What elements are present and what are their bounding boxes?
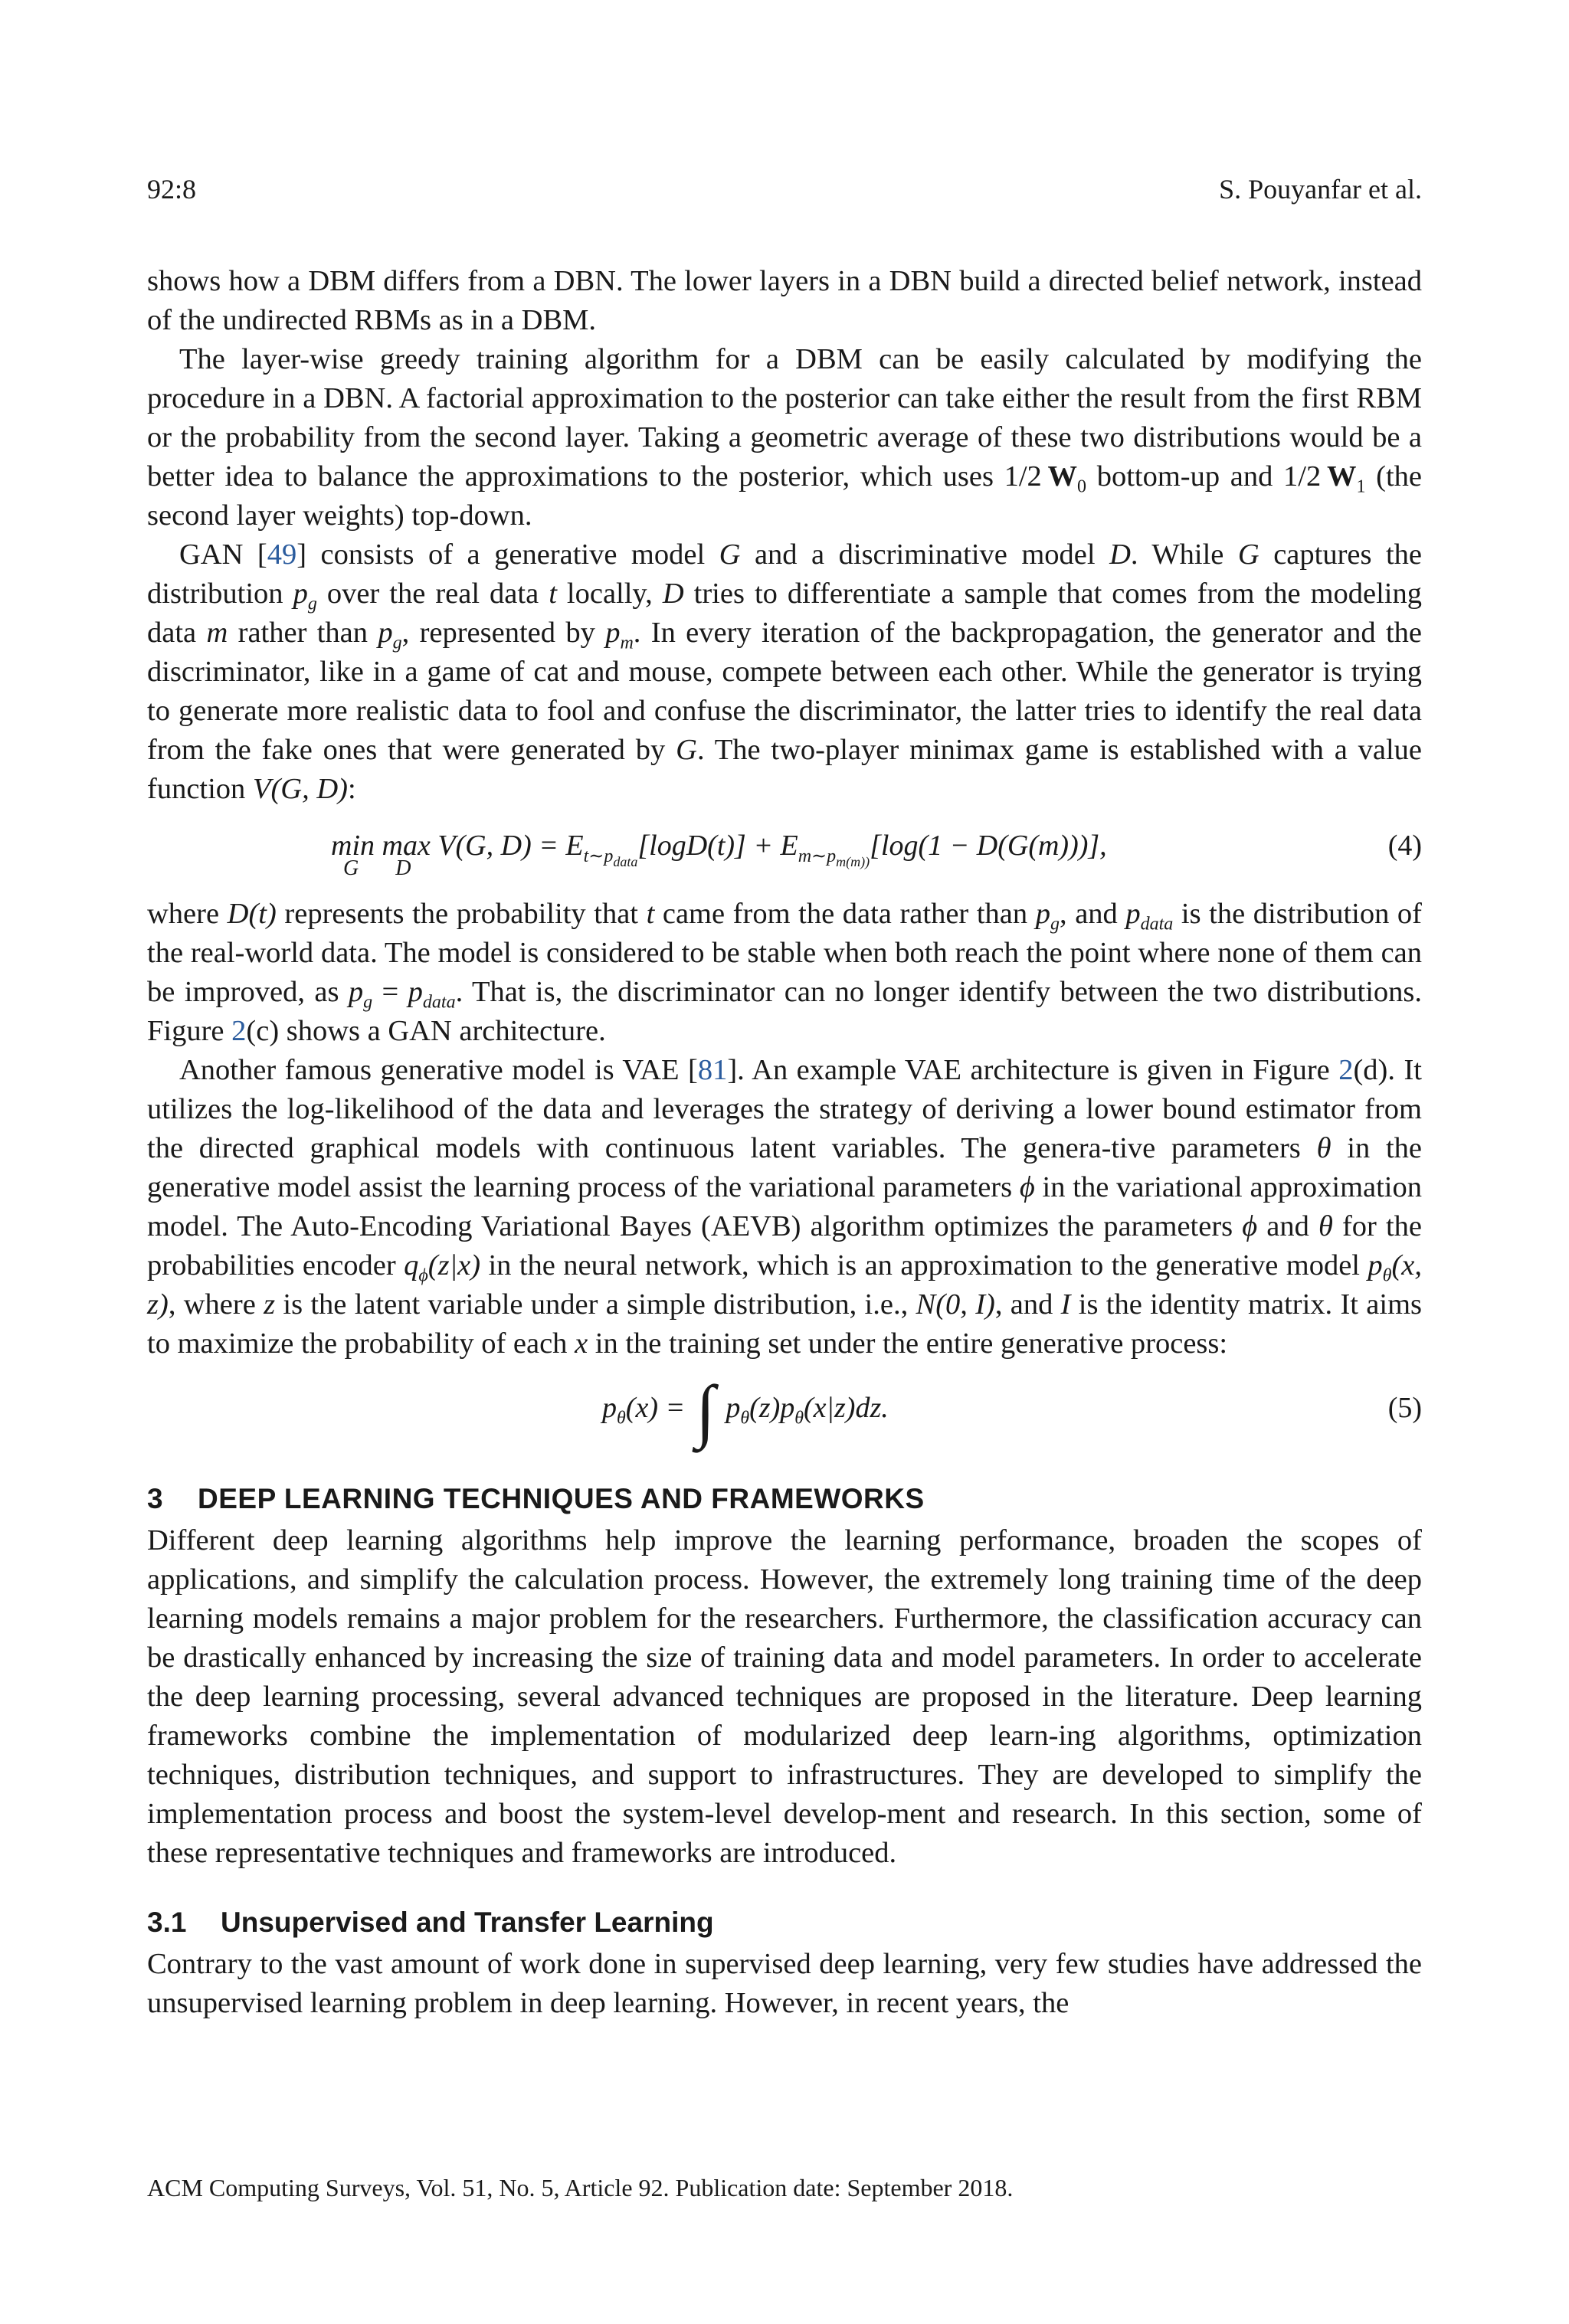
citation-link-49[interactable]: 49: [267, 538, 297, 571]
paragraph-dbm-dbn: shows how a DBM differs from a DBN. The lower layers in a DBN build a directed belief network, instead of the undirected RBMs as in a DBM.: [147, 265, 1422, 336]
max-operator: max D: [382, 830, 431, 880]
paragraph-gan: GAN [49] consists of a generative model G and a discriminative model D. While G captures the distribution $p_g$ over the real data t locally, D tries to differentiate a sample that comes from the modeling data m rather than $p_g$, represented by $p_m$. In every iteration of the backpropagation, the generator and the discriminator, like in a game of cat and mouse, compete between each other. While the generator is trying to generate more realistic data to fool and confuse the discriminator, the latter tries to identify the real data from the fake ones that were generated by G. The two-player minimax game is established with a value function V(G, D):: [147, 538, 1423, 805]
page-number: 92:8: [147, 174, 197, 205]
subsection-heading-3-1: 3.1 Unsupervised and Transfer Learning: [147, 1907, 714, 1938]
min-operator: min G: [331, 830, 375, 880]
paragraph-greedy-training: The layer-wise greedy training algorithm for a DBM can be easily calculated by modifying the procedure in a DBN. A factorial approximation to the posterior can take either the result from the first RBM or the probability from the second layer. Taking a geometric average of these two distributions would be a better idea to balance the approximations to the posterior, which uses 1/2 $W_0$ bottom-up and 1/2 $W_1$ (the second layer weights) top-down.: [147, 343, 1423, 532]
equation-number-5: (5): [1387, 1392, 1422, 1424]
main-content: [147, 262, 1422, 2023]
citation-link-81[interactable]: 81: [697, 1054, 728, 1086]
paragraph-vae: Another famous generative model is VAE [81]. An example VAE architecture is given in Figure 2(d). It utilizes the log-likelihood of the data and leverages the strategy of deriving a lower bound estimator from the directed graphical models with continuous latent variables. The genera-tive parameters θ in the generative model assist the learning process of the variational parameters ϕ in the variational approximation model. The Auto-Encoding Variational Bayes (AEVB) algorithm optimizes the parameters ϕ and θ for the probabilities encoder $q_\phi(z|x)$ in the neural network, which is an approximation to the generative model $p_\theta(x$, z), where z is the latent variable under a simple distribution, i.e., N(0, I), and I is the identity matrix. It aims to maximize the probability of each x in the training set under the entire generative process:: [147, 1054, 1422, 1360]
equation-4: min G max D V(G, $D) = E_{t\sim p_{data}}[\log D(t)] + E_{m\sim p_{m(m))}}[\log(1 - D(G(m)))]$, (4): [331, 830, 1422, 880]
figure-link-2c[interactable]: 2: [231, 1015, 247, 1047]
figure-link-2d[interactable]: 2: [1338, 1054, 1354, 1086]
paragraph-unsupervised: Contrary to the vast amount of work done in supervised deep learning, very few studies have addressed the unsupervised learning problem in deep learning. However, in recent years, the: [147, 1948, 1422, 2019]
section-heading-3: 3 DEEP LEARNING TECHNIQUES AND FRAMEWORKS: [147, 1483, 925, 1514]
equation-5: $p_\theta(x)$ = ∫ $p_\theta(z)p_\theta(x|z)dz$. (5): [602, 1371, 1422, 1449]
paragraph-gan-stability: where D(t) represents the probability that t came from the data rather than $p_g$, and $p_{data}$ is the distribution of the real-world data. The model is considered to be stable when both reach the point where none of them can be improved, as $p_g = p_{data}$. That is, the discriminator can no longer identify between the two distributions. Figure 2(c) shows a GAN architecture.: [147, 898, 1422, 1047]
running-head: [147, 173, 1422, 205]
page-footer: ACM Computing Surveys, Vol. 51, No. 5, Article 92. Publication date: September 2018.: [147, 2174, 1014, 2201]
equation-number-4: (4): [1387, 830, 1422, 862]
running-authors: S. Pouyanfar et al.: [1219, 174, 1422, 205]
paragraph-techniques: Different deep learning algorithms help improve the learning performance, broaden the scopes of applications, and simplify the calculation process. However, the extremely long training time of the deep learning models remains a major problem for the researchers. Furthermore, the classification accuracy can be drastically enhanced by increasing the size of training data and model parameters. In order to accelerate the deep learning processing, several advanced techniques are proposed in the literature. Deep learning frameworks combine the implementation of modularized deep learn-ing algorithms, optimization techniques, distribution techniques, and support to infrastructures. They are developed to simplify the implementation process and boost the system-level develop-ment and research. In this section, some of these representative techniques and frameworks are introduced.: [147, 1524, 1422, 1869]
